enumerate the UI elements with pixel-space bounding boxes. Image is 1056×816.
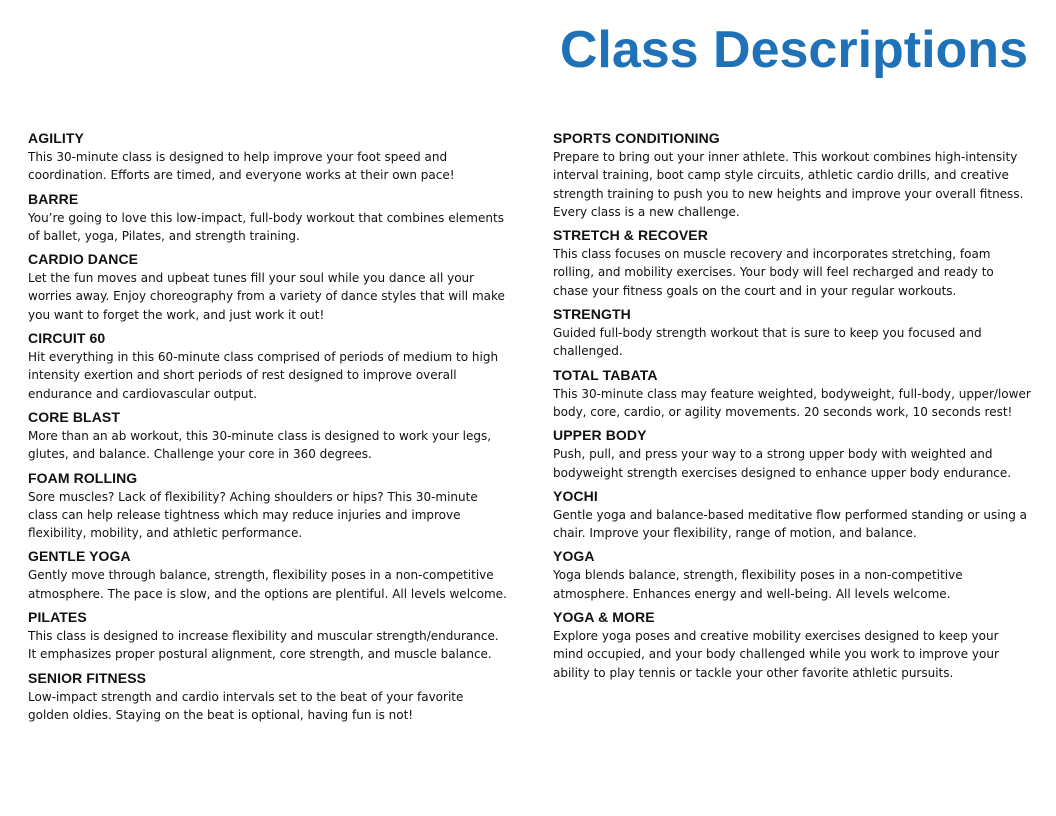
- class-title: YOGA & MORE: [553, 609, 655, 626]
- class-entry-yoga: [553, 547, 1031, 603]
- class-entry-yoga-more: [553, 608, 1031, 682]
- class-description: Low-impact strength and cardio intervals set to the beat of your favorite golden oldies. Staying on the beat is optional, having fun is not!: [28, 689, 464, 722]
- class-description: Hit everything in this 60-minute class comprised of periods of medium to high intensity exertion and short periods of rest designed to improve overall endurance and cardiovascular output.: [28, 350, 499, 401]
- class-entry-total-tabata: [553, 366, 1031, 422]
- class-entry-strength: [553, 305, 1031, 361]
- class-entry-stretch-recover: [553, 226, 1031, 300]
- class-title: STRENGTH: [553, 306, 631, 323]
- class-title: TOTAL TABATA: [553, 366, 658, 383]
- class-entry-gentle-yoga: [28, 547, 508, 603]
- class-description: This 30-minute class may feature weighted, bodyweight, full-body, upper/lower body, core, cardio, or agility movements. 20 seconds work, 10 seconds rest!: [553, 386, 1031, 419]
- class-title: AGILITY: [28, 130, 84, 146]
- class-description: This class focuses on muscle recovery and incorporates stretching, foam rolling, and mobility exercises. Your body will feel recharged and ready to chase your fitness goals on the court and in your regular workouts.: [553, 247, 994, 298]
- class-entry-cardio-dance: [28, 250, 508, 324]
- class-description: Gently move through balance, strength, flexibility poses in a non-competitive atmosphere. The pace is slow, and the options are plentiful. All levels welcome.: [28, 568, 507, 601]
- class-title: CARDIO DANCE: [28, 251, 139, 268]
- class-title: BARRE: [28, 190, 79, 207]
- class-description: This 30-minute class is designed to help improve your foot speed and coordination. Efforts are timed, and everyone works at their own pace!: [28, 150, 455, 183]
- class-title: GENTLE YOGA: [28, 548, 131, 565]
- class-title: FOAM ROLLING: [28, 469, 138, 486]
- class-title: CORE BLAST: [28, 408, 120, 425]
- class-title: STRETCH & RECOVER: [553, 227, 708, 244]
- class-description: Yoga blends balance, strength, flexibility poses in a non-competitive atmosphere. Enhances energy and well-being. All levels welcome.: [553, 568, 963, 601]
- class-description: Explore yoga poses and creative mobility exercises designed to keep your mind occupied, and your body challenged while you work to improve your ability to play tennis or tackle your other favorite athletic pursuits.: [553, 629, 999, 680]
- class-title: PILATES: [28, 609, 87, 626]
- class-description: Gentle yoga and balance-based meditative flow performed standing or using a chair. Improve your flexibility, range of motion, and balance.: [553, 507, 1028, 541]
- class-entry-pilates: [28, 608, 508, 664]
- class-description: This class is designed to increase flexibility and muscular strength/endurance. It emphasizes proper postural alignment, core strength, and muscle balance.: [28, 629, 499, 662]
- right-column: [553, 129, 1031, 687]
- class-title: YOCHI: [553, 487, 598, 504]
- class-title: UPPER BODY: [553, 427, 647, 444]
- class-entry-senior-fitness: [28, 669, 508, 725]
- class-description: Push, pull, and press your way to a strong upper body with weighted and bodyweight strength exercises designed to enhance upper body endurance.: [553, 447, 1012, 480]
- page-title: Class Descriptions: [559, 21, 1028, 79]
- class-entry-sports-conditioning: [553, 129, 1031, 221]
- class-entry-core-blast: [28, 408, 508, 464]
- class-description: Sore muscles? Lack of flexibility? Aching shoulders or hips? This 30-minute class can help release tightness which may reduce injuries and improve flexibility, mobility, and athletic performance.: [28, 489, 478, 541]
- class-description: More than an ab workout, this 30-minute class is designed to work your legs, glutes, and balance. Challenge your core in 360 degrees.: [28, 428, 492, 462]
- class-entry-barre: [28, 190, 508, 246]
- left-column: [28, 129, 508, 729]
- class-title: YOGA: [553, 548, 595, 565]
- class-entry-upper-body: [553, 426, 1031, 482]
- class-title: CIRCUIT 60: [28, 330, 106, 347]
- class-description: You’re going to love this low-impact, full-body workout that combines elements of ballet, yoga, Pilates, and strength training.: [28, 210, 504, 243]
- class-description: Let the fun moves and upbeat tunes fill your soul while you dance all your worries away. Enjoy choreography from a variety of dance styles that will make you want to forget the work, and just work it out!: [28, 271, 505, 322]
- class-title: SPORTS CONDITIONING: [553, 130, 720, 146]
- class-entry-foam-rolling: [28, 469, 508, 543]
- class-title: SENIOR FITNESS: [28, 669, 147, 686]
- class-entry-agility: [28, 129, 508, 185]
- class-description: Guided full-body strength workout that is sure to keep you focused and challenged.: [553, 326, 982, 359]
- class-description: Prepare to bring out your inner athlete. This workout combines high-intensity interval training, boot camp style circuits, athletic cardio drills, and creative strength training to push you to new heights and improve your overall fitness. Every class is a new challenge.: [553, 150, 1024, 219]
- class-entry-yochi: [553, 487, 1031, 543]
- class-entry-circuit-60: [28, 329, 508, 403]
